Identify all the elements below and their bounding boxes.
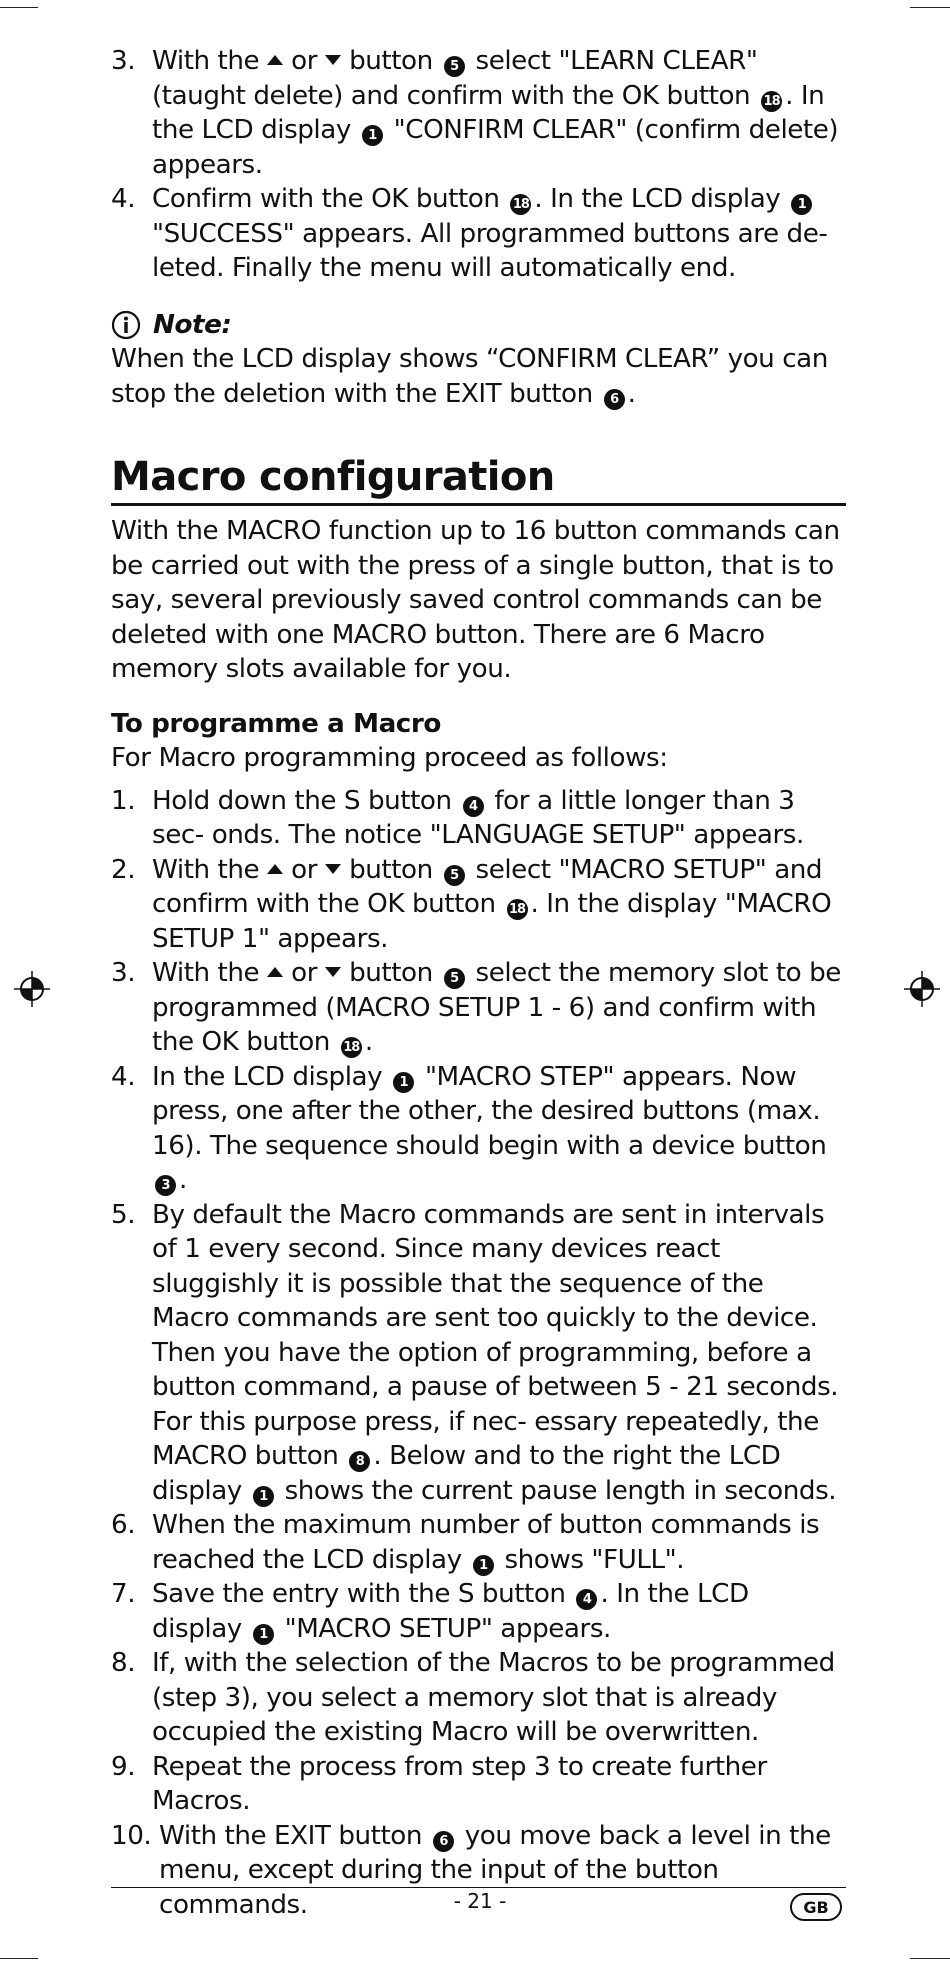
registration-mark-icon	[902, 969, 942, 1009]
list-item	[111, 1060, 846, 1198]
macro-steps-list	[111, 784, 846, 1923]
callout-4-icon: 4	[463, 796, 484, 817]
step-text: In the LCD display 1 "MACRO STEP" appears. Now press, one after the other, the desired buttons (max. 16). The sequence should begin with a device button 3 .	[152, 1061, 827, 1195]
callout-6-icon: 6	[433, 1831, 454, 1852]
callout-5-icon: 5	[444, 865, 465, 886]
step-number: 10.	[111, 1820, 152, 1851]
callout-1-icon: 1	[362, 125, 383, 146]
step-number: 9.	[111, 1751, 136, 1782]
step-number: 4.	[111, 1061, 136, 1092]
list-item	[111, 182, 846, 286]
step-text: Hold down the S button 4 for a little longer than 3 sec- onds. The notice "LANGUAGE SETUP" appears.	[152, 785, 804, 850]
step-text: Save the entry with the S button 4 . In the LCD display 1 "MACRO SETUP" appears.	[152, 1579, 749, 1644]
step-text: With the or button 5 select "LEARN CLEAR" (taught delete) and confirm with the OK button 18 . In the LCD display 1 "CONFIRM CLEAR" (confirm delete) appears.	[152, 46, 839, 180]
arrow-down-icon	[325, 864, 341, 874]
info-icon	[111, 310, 141, 340]
list-item	[111, 1646, 846, 1750]
callout-1-icon: 1	[393, 1072, 414, 1093]
footer-divider	[111, 1887, 846, 1888]
page-content	[111, 44, 846, 1922]
callout-1-icon: 1	[473, 1555, 494, 1576]
step-number: 7.	[111, 1579, 136, 1609]
section-heading: Macro configuration	[111, 453, 846, 506]
step-number: 3.	[111, 958, 136, 988]
list-item	[111, 956, 846, 1060]
list-item	[111, 784, 846, 853]
language-badge: GB	[790, 1893, 842, 1921]
callout-4-icon: 4	[576, 1589, 597, 1610]
crop-mark	[910, 7, 950, 8]
step-text: By default the Macro commands are sent in intervals of 1 every second. Since many devices react sluggishly it is possible that the sequence of the Macro commands are sent too quickly to the device. Then you have the option of programming, before a button command, a pause of between 5 - 21 seconds. For this purpose press, if nec- essary repeatedly, the MACRO button 8 . Below and to the right the LCD display 1 shows the current pause length in seconds.	[152, 1199, 839, 1506]
step-number: 2.	[111, 854, 136, 885]
step-text: With the or button 5 select the memory slot to be programmed (MACRO SETUP 1 - 6) and confirm with the OK button 18 .	[152, 958, 841, 1057]
page-number: - 21 -	[453, 1889, 507, 1913]
list-item	[111, 1577, 846, 1646]
step-text: Confirm with the OK button 18 . In the LCD display 1 "SUCCESS" appears. All programmed buttons are de- leted. Finally the menu will automatically end.	[152, 184, 828, 283]
note-text: When the LCD display shows “CONFIRM CLEAR” you can stop the deletion with the EXIT button 6 .	[111, 344, 828, 409]
arrow-up-icon	[267, 967, 283, 977]
callout-18-icon: 18	[341, 1037, 362, 1058]
crop-mark	[910, 1958, 950, 1959]
step-number: 1.	[111, 785, 136, 816]
lead-text: For Macro programming proceed as follows:	[111, 743, 668, 773]
step-text: If, with the selection of the Macros to be programmed (step 3), you select a memory slot that is already occupied the existing Macro will be overwritten.	[152, 1648, 835, 1747]
arrow-down-icon	[325, 55, 341, 65]
list-item	[111, 1508, 846, 1577]
note-title: Note:	[153, 309, 232, 340]
callout-6-icon: 6	[604, 389, 625, 410]
step-number: 8.	[111, 1648, 136, 1678]
callout-1-icon: 1	[253, 1486, 274, 1507]
callout-18-icon: 18	[510, 194, 531, 215]
callout-5-icon: 5	[444, 968, 465, 989]
step-text: With the EXIT button 6 you move back a level in the menu, except during the input of the button commands.	[159, 1820, 831, 1920]
callout-18-icon: 18	[761, 91, 782, 112]
step-text: Repeat the process from step 3 to create further Macros.	[152, 1751, 767, 1816]
list-item	[111, 853, 846, 957]
arrow-up-icon	[267, 864, 283, 874]
crop-mark	[0, 1958, 38, 1959]
list-item	[111, 1750, 846, 1819]
list-item	[111, 44, 846, 182]
callout-1-icon: 1	[253, 1624, 274, 1645]
registration-mark-icon	[12, 969, 52, 1009]
callout-3-icon: 3	[155, 1175, 176, 1196]
step-number: 4.	[111, 184, 136, 214]
step-number: 5.	[111, 1199, 136, 1230]
callout-1-icon: 1	[791, 194, 812, 215]
arrow-down-icon	[325, 967, 341, 977]
delete-steps-list	[111, 44, 846, 286]
callout-5-icon: 5	[444, 56, 465, 77]
note-header	[111, 308, 846, 343]
list-item	[111, 1198, 846, 1509]
intro-paragraph: With the MACRO function up to 16 button commands can be carried out with the press of a single button, that is to say, several previously saved control commands can be deleted with one MACRO button. There are 6 Macro memory slots available for you.	[111, 516, 840, 684]
callout-18-icon: 18	[507, 899, 528, 920]
subheading: To programme a Macro	[111, 708, 441, 739]
step-number: 3.	[111, 46, 136, 76]
step-text: When the maximum number of button commands is reached the LCD display 1 shows "FULL".	[152, 1510, 820, 1575]
arrow-up-icon	[267, 55, 283, 65]
step-number: 6.	[111, 1510, 136, 1540]
crop-mark	[0, 7, 38, 8]
callout-8-icon: 8	[349, 1451, 370, 1472]
step-text: With the or button 5 select "MACRO SETUP" and confirm with the OK button 18 . In the display "MACRO SETUP 1" appears.	[152, 854, 832, 954]
